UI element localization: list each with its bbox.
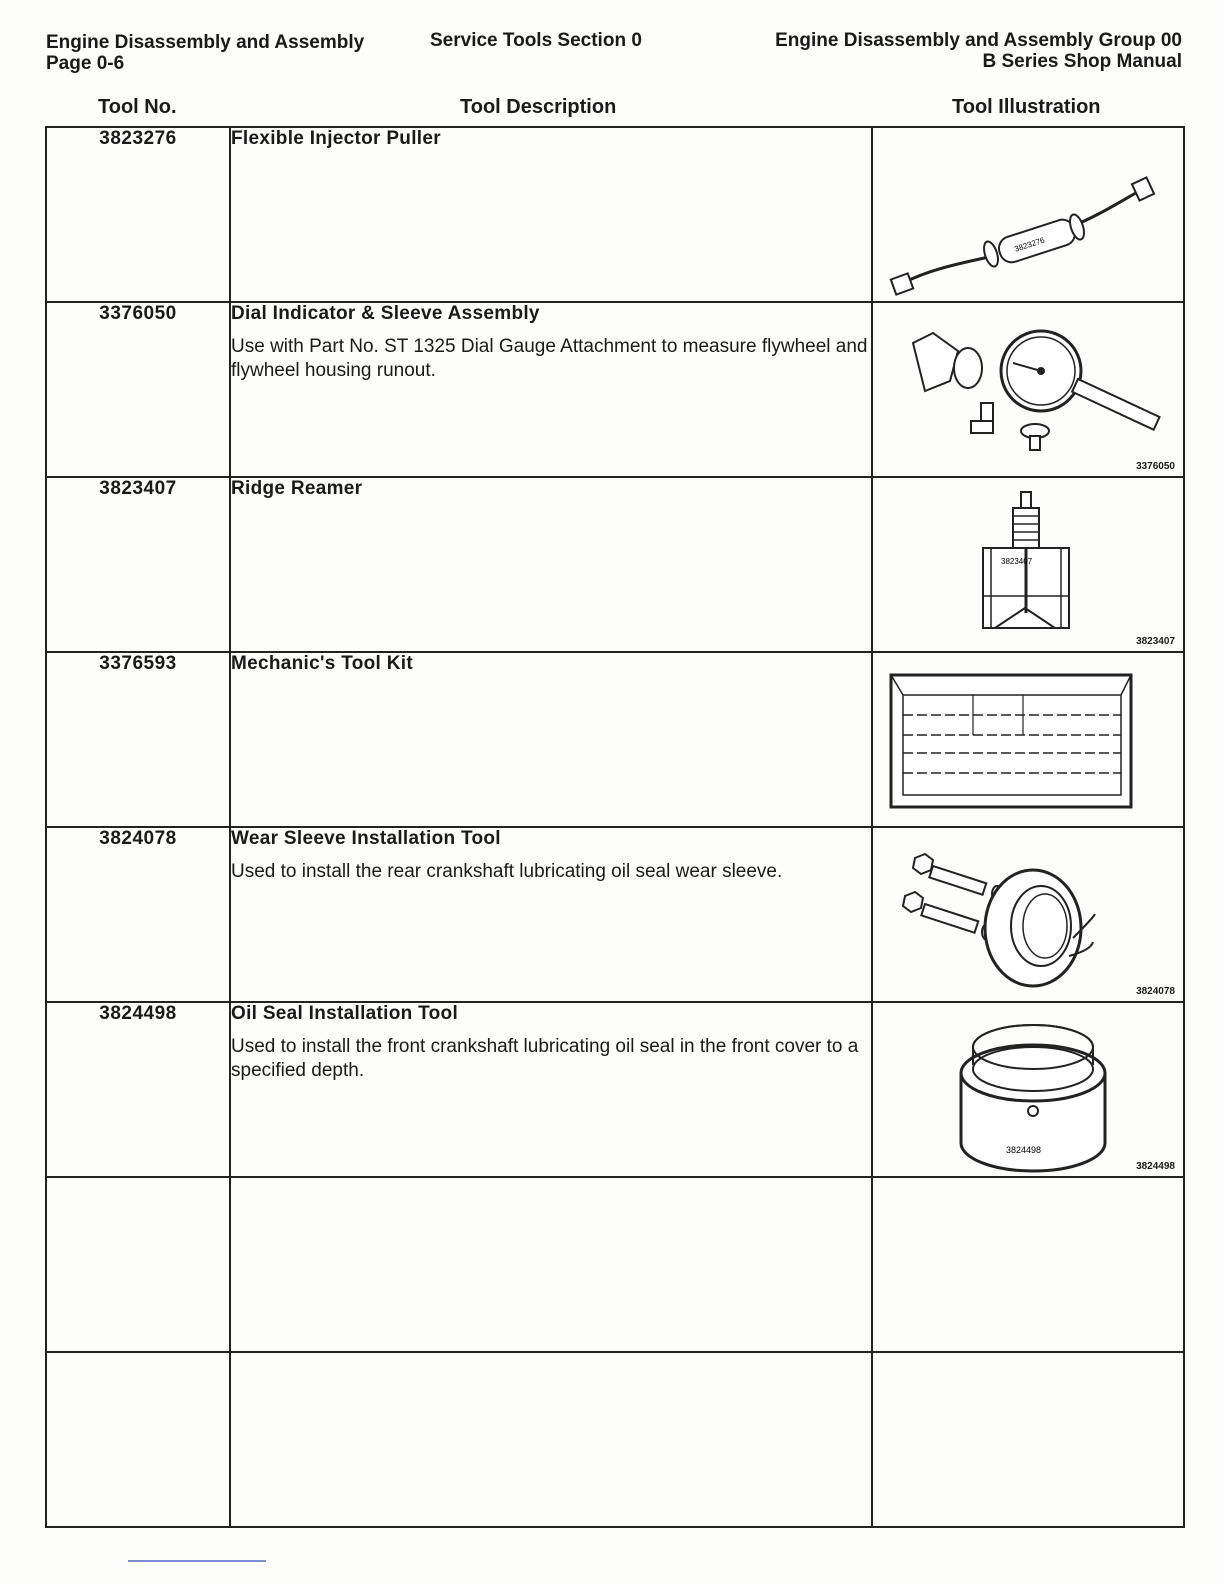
table-row <box>46 1002 1184 1177</box>
header-middle: Service Tools Section 0 <box>430 30 642 51</box>
illustration-caption: 3823407 <box>1136 636 1175 647</box>
tool-usage-text: Used to install the front crankshaft lubricating oil seal in the front cover to a specified depth. <box>231 1036 859 1081</box>
oil-seal-tool-icon <box>872 1002 1184 1177</box>
table-row <box>46 302 1184 477</box>
tool-number: 3823407 <box>46 477 230 652</box>
header-left <box>46 32 364 74</box>
footer-rule <box>128 1560 266 1562</box>
illustration-caption: 3824078 <box>1136 986 1175 997</box>
header-page-number: Page 0-6 <box>46 53 125 74</box>
tool-description-cell <box>230 827 872 1002</box>
illustration-label: 3823276 <box>1013 235 1046 254</box>
header-manual-title: B Series Shop Manual <box>982 51 1182 72</box>
table-row <box>46 477 1184 652</box>
tool-number: 3376593 <box>46 652 230 827</box>
tool-name: Dial Indicator & Sleeve Assembly <box>231 303 540 324</box>
table-row <box>46 827 1184 1002</box>
tool-number: 3824498 <box>46 1002 230 1177</box>
tool-name: Ridge Reamer <box>231 478 363 499</box>
tool-description-cell <box>230 302 872 477</box>
tool-description-cell <box>230 477 872 652</box>
table-row <box>46 127 1184 302</box>
tool-description-cell <box>230 1002 872 1177</box>
tool-number: 3376050 <box>46 302 230 477</box>
tool-name: Mechanic's Tool Kit <box>231 653 413 674</box>
illustration-caption: 3376050 <box>1136 461 1175 472</box>
header-group: Engine Disassembly and Assembly Group 00 <box>775 30 1182 51</box>
dial-indicator-icon <box>872 302 1184 477</box>
tool-number: 3823276 <box>46 127 230 302</box>
tool-name: Flexible Injector Puller <box>231 128 441 149</box>
column-header-tool-no: Tool No. <box>98 96 177 118</box>
tool-description-cell <box>230 127 872 302</box>
column-header-tool-illustration: Tool Illustration <box>952 96 1101 118</box>
tool-kit-icon <box>872 652 1184 827</box>
tool-name: Wear Sleeve Installation Tool <box>231 828 501 849</box>
wear-sleeve-tool-icon <box>872 827 1184 1002</box>
tool-name: Oil Seal Installation Tool <box>231 1003 459 1024</box>
tool-usage-text: Used to install the rear crankshaft lubricating oil seal wear sleeve. <box>231 861 783 882</box>
tool-usage-text: Use with Part No. ST 1325 Dial Gauge Attachment to measure flywheel and flywheel housing runout. <box>231 336 868 381</box>
table-row-empty <box>46 1177 1184 1352</box>
tool-number: 3824078 <box>46 827 230 1002</box>
header-section-title: Engine Disassembly and Assembly <box>46 32 365 53</box>
table-row <box>46 652 1184 827</box>
column-header-tool-description: Tool Description <box>460 96 617 118</box>
table-row-empty <box>46 1352 1184 1527</box>
illustration-label: 3824498 <box>1006 1145 1042 1155</box>
header-right <box>775 30 1182 72</box>
tool-description-cell <box>230 652 872 827</box>
injector-puller-icon <box>872 127 1184 302</box>
tools-table <box>45 126 1185 1528</box>
illustration-caption: 3824498 <box>1136 1161 1175 1172</box>
ridge-reamer-icon <box>872 477 1184 652</box>
illustration-label: 3823407 <box>1001 557 1033 566</box>
